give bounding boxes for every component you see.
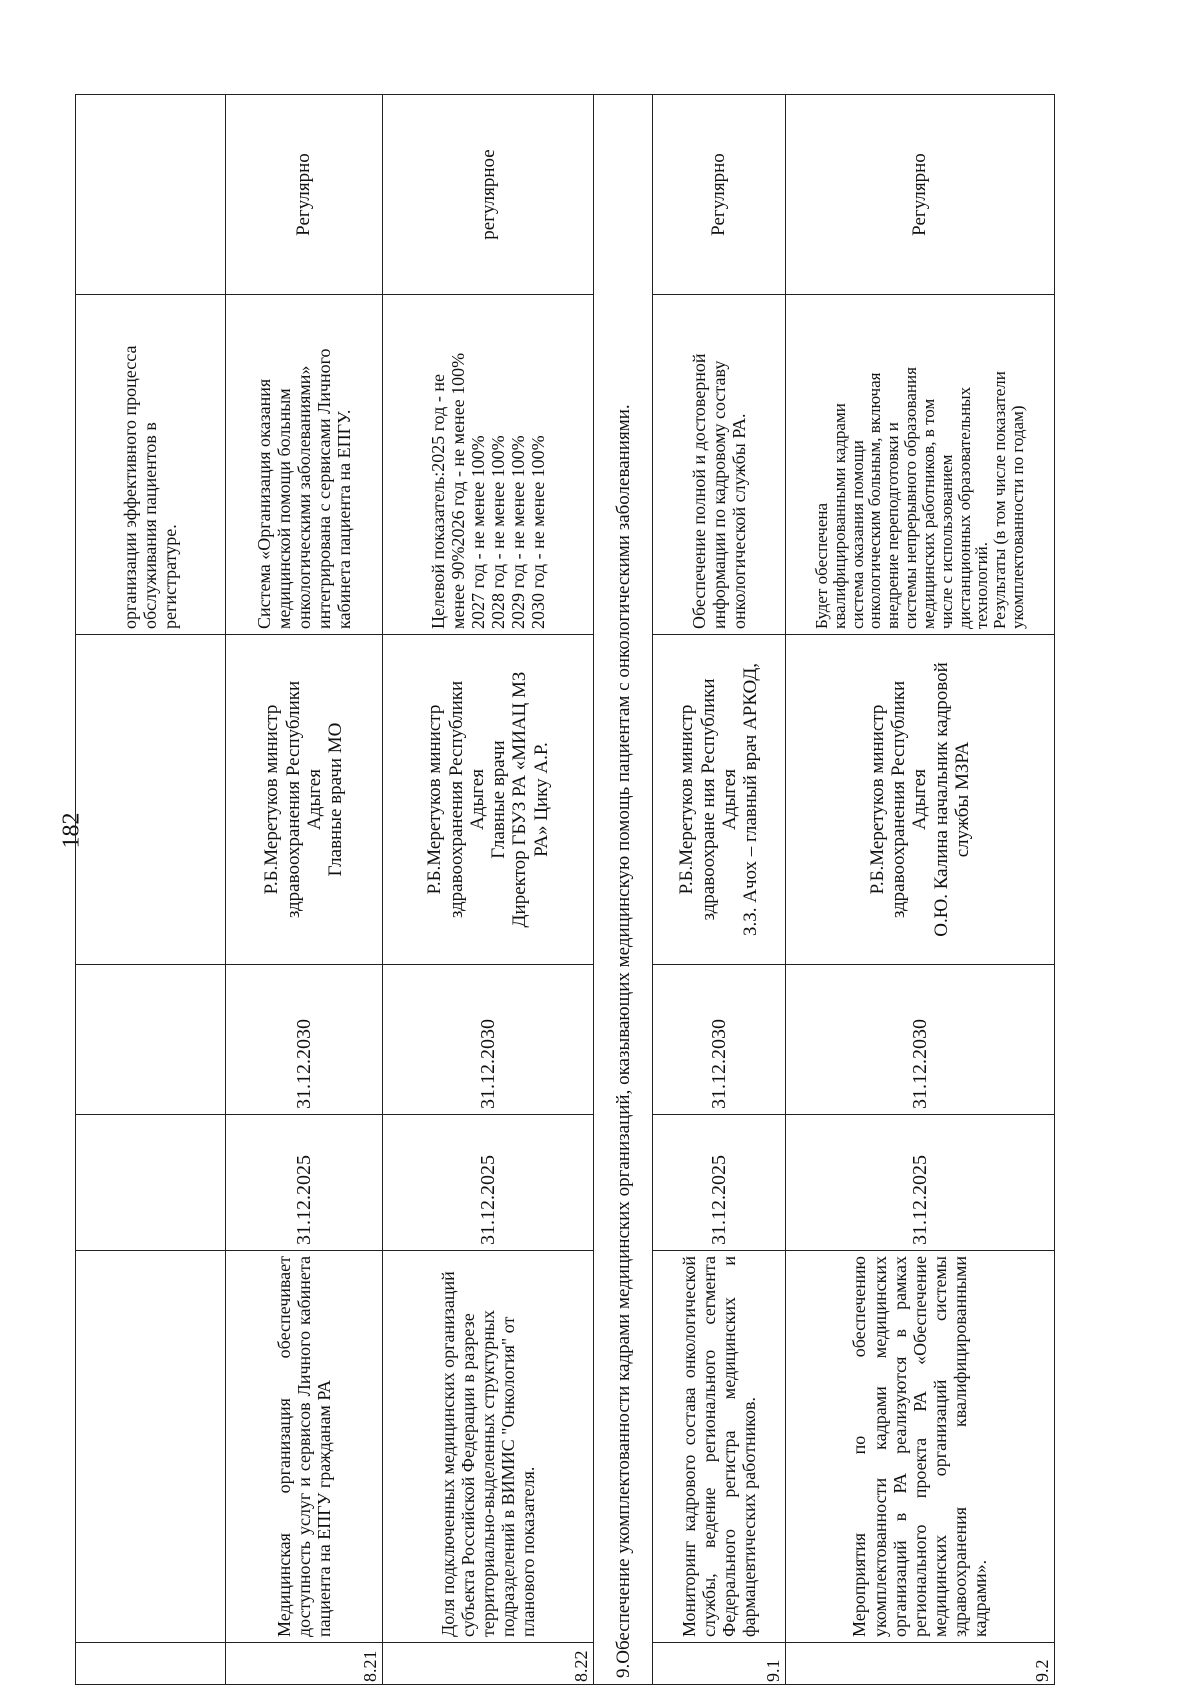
result-cell bbox=[383, 295, 594, 635]
activity-cell: Доля подключенных медицинских организаций субъекта Российской Федерации в разрезе территориально-выделенных структурных подразделений в ВИМИС "Онкология" от планового показателя. bbox=[383, 1251, 594, 1643]
end-date-cell: 31.12.2030 bbox=[225, 965, 382, 1115]
responsible-line: Главные врачи bbox=[488, 740, 510, 859]
responsible-line: здравоохранения Республики bbox=[282, 680, 304, 919]
result-cell bbox=[225, 295, 382, 635]
result-cell bbox=[76, 295, 226, 635]
result-line: информации по кадровому составу bbox=[708, 360, 729, 629]
result-line: внедрение переподготовки и bbox=[883, 422, 903, 629]
periodicity-cell bbox=[76, 95, 226, 295]
responsible-line: здравоохранения Республики bbox=[445, 680, 467, 919]
responsible-line: Директор ГБУЗ РА «МИАЦ МЗ bbox=[509, 671, 531, 928]
responsible-line: Р.Б.Меретуков министр bbox=[261, 704, 283, 895]
result-line: медицинских работников, в том bbox=[918, 398, 938, 629]
result-line: медицинской помощи больным bbox=[273, 388, 294, 629]
table-row bbox=[76, 95, 226, 1685]
responsible-line: О.Ю. Калина начальник кадровой bbox=[930, 662, 952, 937]
responsible-line: Адыгея bbox=[303, 769, 325, 830]
row-number bbox=[76, 1643, 226, 1685]
result-cell bbox=[785, 295, 1054, 635]
result-line: обслуживания пациентов в bbox=[140, 422, 161, 629]
table-row bbox=[653, 95, 786, 1685]
page-number: 182 bbox=[58, 812, 85, 849]
section-9-title: 9.Обеспечение укомплектованности кадрами медицинских организаций, оказывающих медицинскую помощь пациентам с онкологическими заболеваниями. bbox=[594, 95, 653, 1685]
plan-table-rotated bbox=[75, 95, 1055, 1685]
plan-table bbox=[75, 94, 1055, 1685]
end-date-cell: 31.12.2030 bbox=[653, 965, 786, 1115]
responsible-cell bbox=[383, 635, 594, 965]
result-line: организации эффективного процесса bbox=[120, 345, 141, 629]
end-date-cell bbox=[76, 965, 226, 1115]
periodicity-cell: регулярное bbox=[383, 95, 594, 295]
periodicity-cell: Регулярно bbox=[225, 95, 382, 295]
responsible-line: Р.Б.Меретуков министр bbox=[676, 704, 698, 895]
result-line: дистанционных образовательных bbox=[954, 386, 974, 629]
result-line: 2029 год - не менее 100% bbox=[508, 435, 529, 629]
result-line: система оказания помощи bbox=[847, 440, 867, 629]
row-number: 9.1 bbox=[653, 1643, 786, 1685]
table-row bbox=[383, 95, 594, 1685]
result-line: 2030 год - не менее 100% bbox=[528, 435, 549, 629]
result-line: менее 90%2026 год - не менее 100% bbox=[447, 352, 468, 629]
responsible-cell bbox=[76, 635, 226, 965]
table-row bbox=[225, 95, 382, 1685]
activity-cell: Мониторинг кадрового состава онкологической службы, ведение регионального сегмента Федерального регистра медицинских и фармацевтических работников. bbox=[653, 1251, 786, 1643]
result-line: онкологической службы РА. bbox=[729, 413, 750, 629]
responsible-line: Адыгея bbox=[466, 769, 488, 830]
activity-cell bbox=[76, 1251, 226, 1643]
activity-cell: Медицинская организация обеспечивает доступность услуг и сервисов Личного кабинета пациента на ЕПГУ гражданам РА bbox=[225, 1251, 382, 1643]
end-date-cell: 31.12.2030 bbox=[383, 965, 594, 1115]
table-row bbox=[785, 95, 1054, 1685]
result-line: системы непрерывного образования bbox=[901, 367, 921, 629]
responsible-cell bbox=[225, 635, 382, 965]
responsible-line: Адыгея bbox=[719, 769, 741, 830]
result-line: интегрирована с сервисами Личного bbox=[314, 348, 334, 629]
result-line: 2028 год - не менее 100% bbox=[488, 435, 509, 629]
responsible-line: РА» Цику А.Р. bbox=[530, 742, 552, 857]
periodicity-cell: Регулярно bbox=[653, 95, 786, 295]
responsible-line: здравоохране ния Республики bbox=[697, 678, 719, 921]
result-line: 2027 год - не менее 100% bbox=[467, 435, 488, 629]
activity-cell: Мероприятия по обеспечению укомплектованности кадрами медицинских организаций в РА реализуются в рамках регионального проекта РА «Обеспечение медицинских организаций системы здравоохранения квалифицированными кадрами». bbox=[785, 1251, 1054, 1643]
result-line: числе с использованием bbox=[936, 454, 956, 629]
responsible-line: службы МЗРА bbox=[951, 741, 973, 858]
start-date-cell: 31.12.2025 bbox=[225, 1115, 382, 1251]
responsible-cell bbox=[653, 635, 786, 965]
result-line: Будет обеспечена bbox=[811, 502, 831, 629]
start-date-cell: 31.12.2025 bbox=[785, 1115, 1054, 1251]
result-line: Система «Организация оказания bbox=[253, 378, 274, 629]
result-line: Целевой показатель:2025 год - не bbox=[427, 374, 448, 629]
result-line: квалифицированными кадрами bbox=[829, 403, 849, 629]
row-number: 8.21 bbox=[225, 1643, 382, 1685]
responsible-line: Адыгея bbox=[909, 769, 931, 830]
end-date-cell: 31.12.2030 bbox=[785, 965, 1054, 1115]
start-date-cell: 31.12.2025 bbox=[383, 1115, 594, 1251]
responsible-line: З.З. Ачох – главный врач АРКОД, bbox=[740, 662, 762, 937]
responsible-cell bbox=[785, 635, 1054, 965]
responsible-line: Главные врачи МО bbox=[325, 722, 347, 877]
start-date-cell bbox=[76, 1115, 226, 1251]
result-cell bbox=[653, 295, 786, 635]
result-line: технологий. bbox=[972, 541, 992, 629]
row-number: 8.22 bbox=[383, 1643, 594, 1685]
result-line: укомплектованности по годам) bbox=[1008, 405, 1028, 629]
row-number: 9.2 bbox=[785, 1643, 1054, 1685]
responsible-line: Р.Б.Меретуков министр bbox=[424, 704, 446, 895]
responsible-line: Р.Б.Меретуков министр bbox=[866, 704, 888, 895]
result-line: Обеспечение полной и достоверной bbox=[688, 353, 709, 629]
start-date-cell: 31.12.2025 bbox=[653, 1115, 786, 1251]
section-header-row bbox=[594, 95, 653, 1685]
responsible-line: здравоохранения Республики bbox=[888, 680, 910, 919]
result-line: Результаты (в том числе показатели bbox=[990, 371, 1010, 629]
periodicity-cell: Регулярно bbox=[785, 95, 1054, 295]
result-line: кабинета пациента на ЕПГУ. bbox=[334, 409, 355, 629]
result-line: онкологическими заболеваниями» bbox=[293, 365, 314, 629]
result-line: регистратуре. bbox=[160, 524, 181, 629]
result-line: онкологическим больным, включая bbox=[865, 372, 885, 629]
